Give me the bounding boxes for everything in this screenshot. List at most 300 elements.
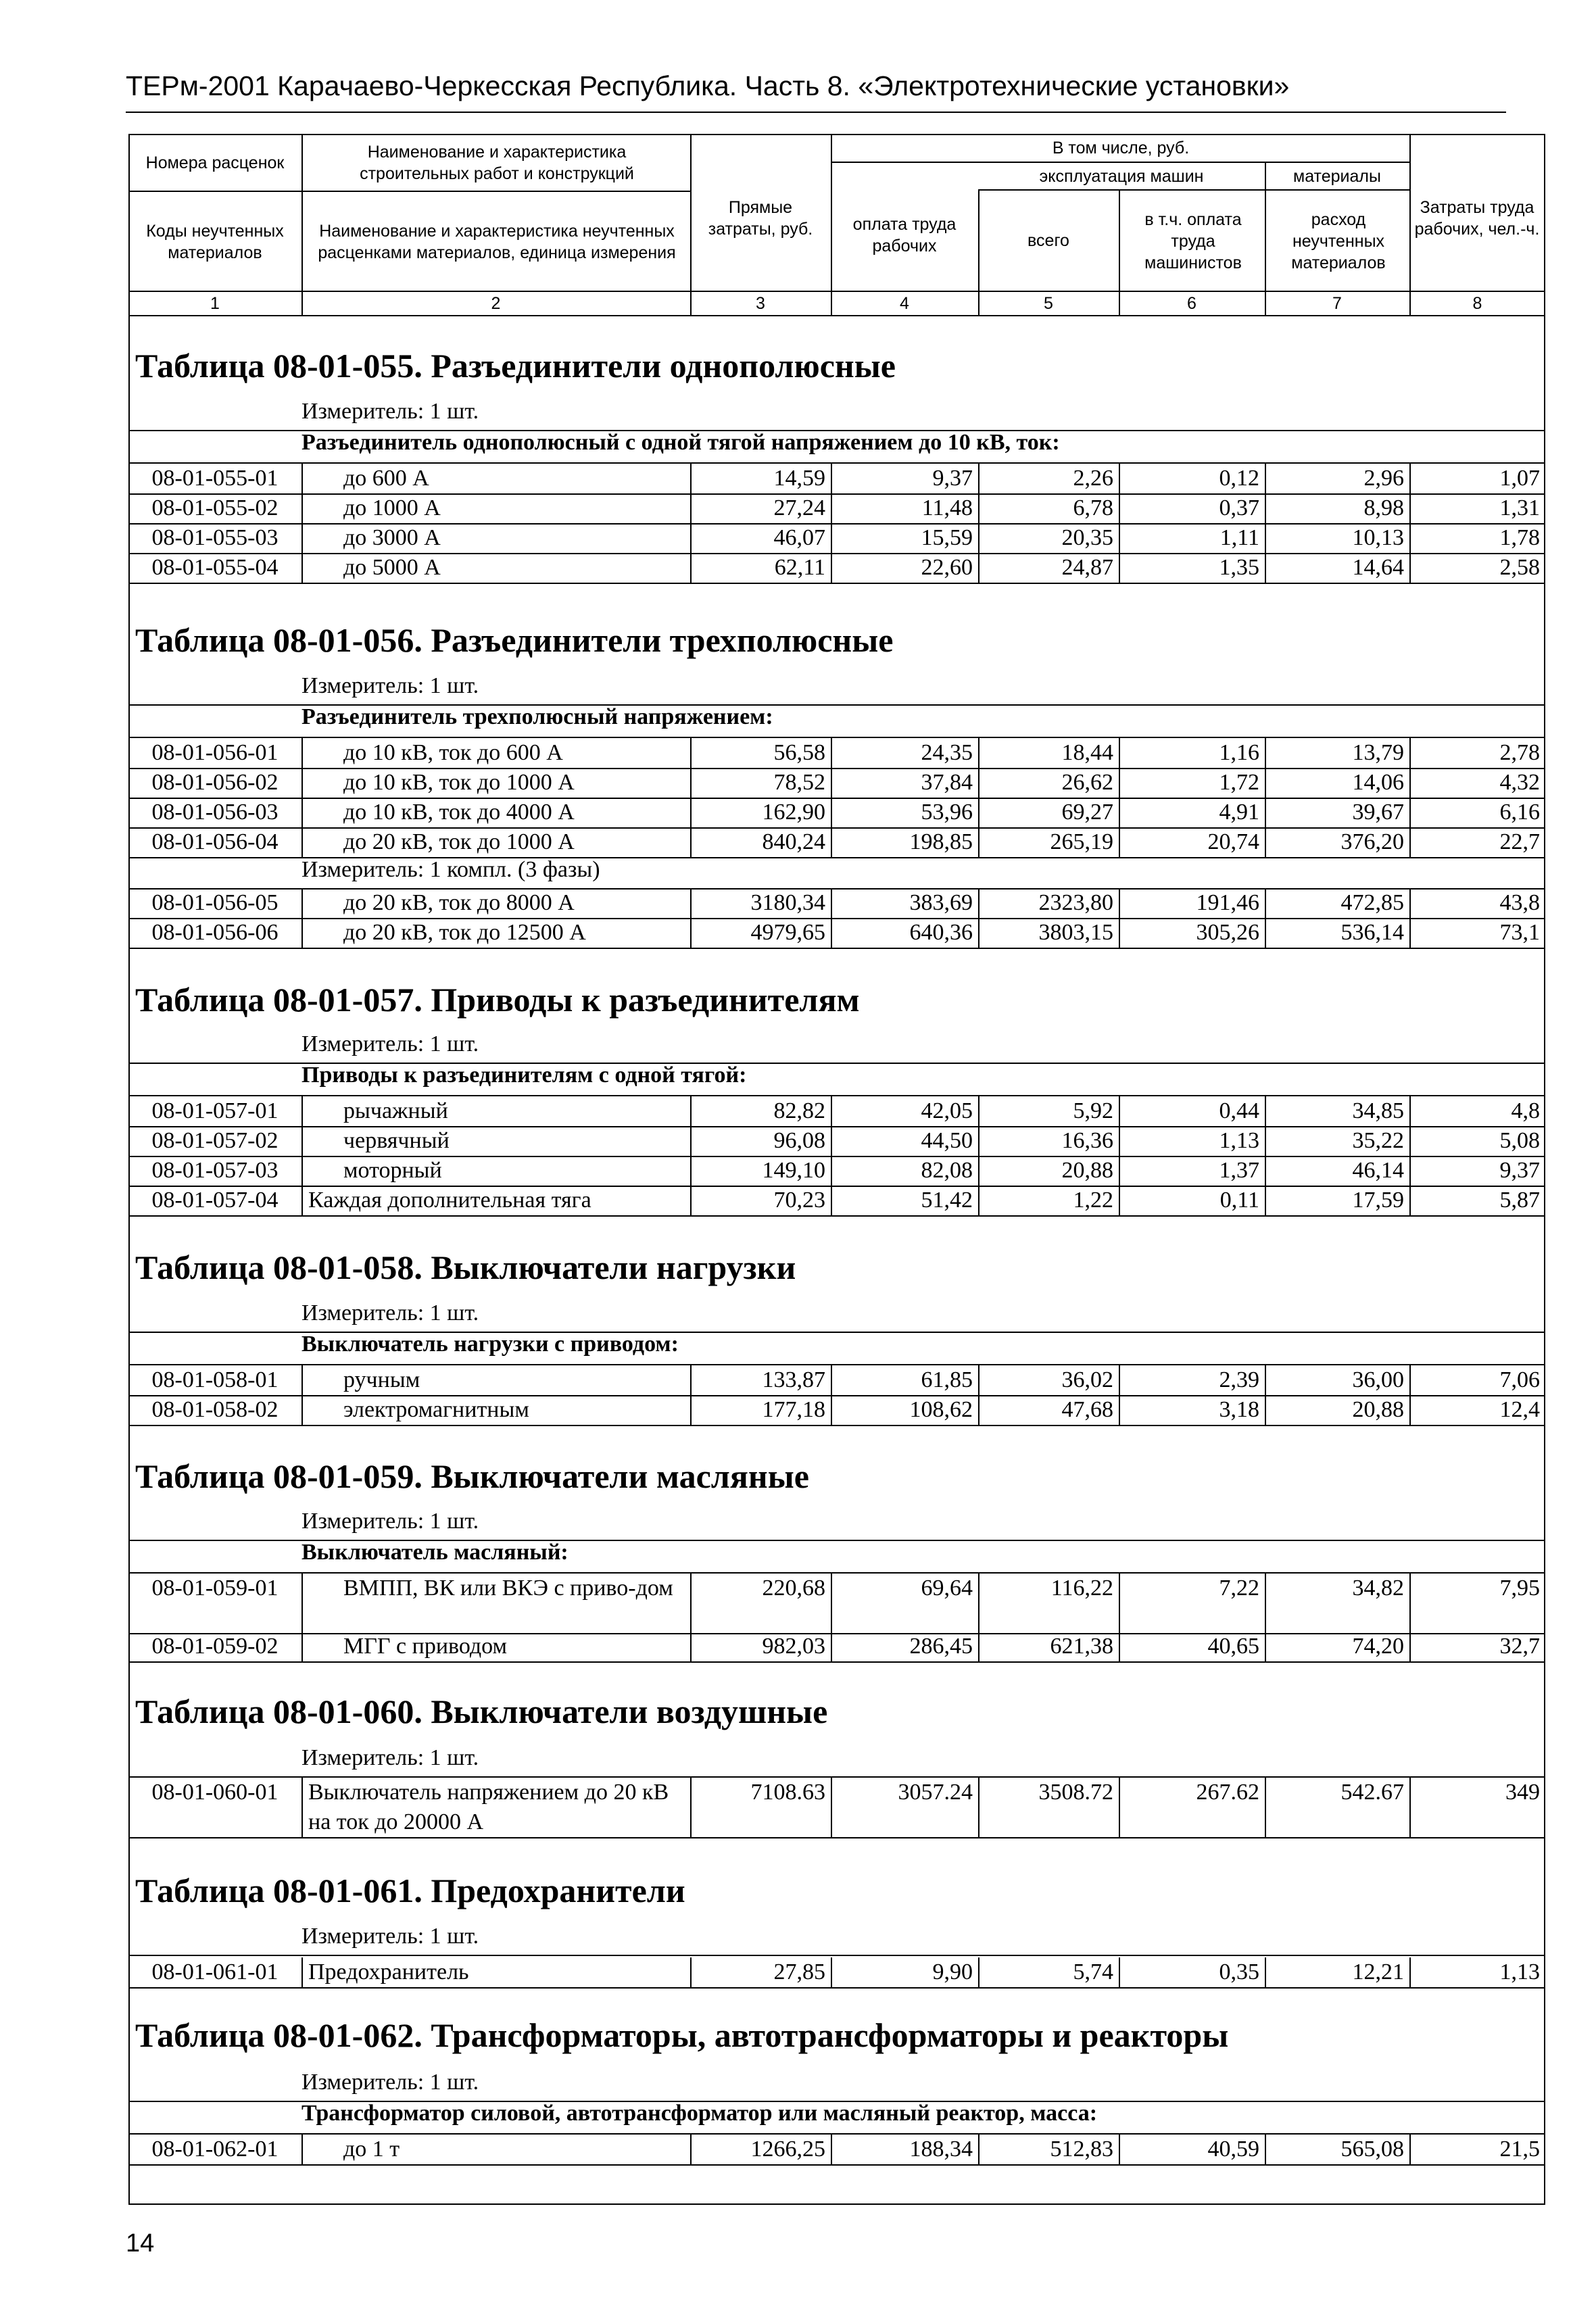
- value-cell: 2,78: [1499, 740, 1540, 765]
- column-divider: [1119, 888, 1120, 918]
- work-name: до 3000 А: [343, 525, 441, 550]
- column-divider: [690, 2135, 692, 2164]
- column-divider: [1119, 2135, 1120, 2164]
- section-title: Таблица 08-01-059. Выключатели масляные: [135, 1457, 809, 1495]
- column-divider: [1119, 1778, 1120, 1837]
- value-cell: 191,46: [1196, 890, 1259, 915]
- column-divider: [978, 1186, 980, 1215]
- value-cell: 542.67: [1340, 1780, 1404, 1805]
- table-row: [128, 553, 1545, 583]
- value-cell: 4,8: [1511, 1098, 1540, 1123]
- column-divider: [690, 1186, 692, 1215]
- value-cell: 1,72: [1219, 770, 1259, 795]
- column-divider: [1265, 553, 1266, 583]
- value-cell: 40,59: [1207, 2137, 1259, 2162]
- work-name: до 20 кВ, ток до 12500 А: [343, 920, 586, 945]
- value-cell: 70,23: [773, 1188, 825, 1213]
- column-divider: [831, 1186, 832, 1215]
- column-divider: [978, 827, 980, 857]
- rate-code: 08-01-058-02: [151, 1397, 279, 1422]
- title-divider: [126, 112, 1506, 113]
- header-col-number: 5: [1044, 294, 1053, 313]
- table-row: [128, 918, 1545, 948]
- work-name: до 1000 А: [343, 495, 441, 520]
- table-row: [128, 1778, 1545, 1837]
- table-row: [128, 1632, 1545, 1661]
- table-row: [128, 2135, 1545, 2164]
- row-divider: [128, 1425, 1545, 1426]
- column-divider: [978, 2135, 980, 2164]
- column-divider: [1265, 2135, 1266, 2164]
- row-divider: [128, 1987, 1545, 1989]
- value-cell: 5,08: [1499, 1128, 1540, 1153]
- value-cell: 0,35: [1219, 1959, 1259, 1984]
- column-divider: [301, 1778, 303, 1837]
- column-divider: [1409, 1778, 1411, 1837]
- column-divider: [690, 1395, 692, 1425]
- table-row: [128, 1365, 1545, 1395]
- work-name: червячный: [343, 1128, 450, 1153]
- work-name: до 20 кВ, ток до 8000 А: [343, 890, 575, 915]
- value-cell: 20,88: [1061, 1158, 1113, 1183]
- value-cell: 20,35: [1061, 525, 1113, 550]
- column-divider: [831, 1957, 832, 1987]
- column-divider: [831, 798, 832, 827]
- column-divider: [690, 1156, 692, 1186]
- value-cell: 2,96: [1363, 466, 1404, 491]
- value-cell: 472,85: [1340, 890, 1404, 915]
- header-work-name: Наименование и характеристика строительных работ и конструкций: [360, 143, 634, 183]
- value-cell: 34,82: [1352, 1576, 1404, 1601]
- column-divider: [301, 493, 303, 523]
- value-cell: 61,85: [921, 1367, 973, 1392]
- rate-code: 08-01-056-05: [151, 890, 279, 915]
- value-cell: 982,03: [762, 1634, 825, 1659]
- value-cell: 1,13: [1499, 1959, 1540, 1984]
- header-col-number: 7: [1332, 294, 1342, 313]
- unit-label: Измеритель: 1 шт.: [301, 399, 479, 424]
- column-divider: [690, 827, 692, 857]
- column-divider: [1409, 918, 1411, 948]
- column-divider: [978, 768, 980, 798]
- value-cell: 2,39: [1219, 1367, 1259, 1392]
- column-divider: [831, 768, 832, 798]
- column-divider: [831, 1778, 832, 1837]
- table-row: [128, 888, 1545, 918]
- value-cell: 1,22: [1073, 1188, 1113, 1213]
- value-cell: 3803,15: [1038, 920, 1113, 945]
- value-cell: 5,74: [1073, 1959, 1113, 1984]
- table-row: [128, 1126, 1545, 1156]
- value-cell: 383,69: [909, 890, 973, 915]
- value-cell: 149,10: [762, 1158, 825, 1183]
- column-divider: [1119, 738, 1120, 768]
- column-divider: [1265, 464, 1266, 493]
- value-cell: 0,11: [1219, 1188, 1259, 1213]
- table-row: [128, 768, 1545, 798]
- unit-label: Измеритель: 1 шт.: [301, 1924, 479, 1949]
- column-divider: [978, 493, 980, 523]
- value-cell: 0,44: [1219, 1098, 1259, 1123]
- value-cell: 2,26: [1073, 466, 1113, 491]
- column-divider: [1265, 1632, 1266, 1661]
- value-cell: 0,37: [1219, 495, 1259, 520]
- value-cell: 1,31: [1499, 495, 1540, 520]
- work-name: ручным: [343, 1367, 420, 1392]
- value-cell: 220,68: [762, 1576, 825, 1601]
- column-divider: [690, 1574, 692, 1633]
- page-number: 14: [126, 2229, 155, 2258]
- column-divider: [978, 1957, 980, 1987]
- value-cell: 74,20: [1352, 1634, 1404, 1659]
- value-cell: 20,88: [1352, 1397, 1404, 1422]
- table-row: [128, 738, 1545, 768]
- column-divider: [1265, 1957, 1266, 1987]
- work-name: ВМПП, ВК или ВКЭ с приво-дом: [343, 1576, 673, 1601]
- unit-label: Измеритель: 1 шт.: [301, 2070, 479, 2095]
- work-name: Выключатель напряжением до 20 кВ на ток до 20000 А: [308, 1780, 669, 1834]
- column-divider: [690, 1096, 692, 1126]
- column-divider: [301, 1632, 303, 1661]
- value-cell: 2,58: [1499, 555, 1540, 580]
- value-cell: 36,00: [1352, 1367, 1404, 1392]
- value-cell: 116,22: [1050, 1576, 1113, 1601]
- value-cell: 21,5: [1499, 2137, 1540, 2162]
- column-divider: [978, 798, 980, 827]
- column-divider: [1265, 738, 1266, 768]
- rate-code: 08-01-056-04: [151, 829, 279, 854]
- group-heading: Выключатель нагрузки с приводом:: [301, 1332, 679, 1357]
- work-name: до 20 кВ, ток до 1000 А: [343, 829, 575, 854]
- value-cell: 1,11: [1219, 525, 1259, 550]
- value-cell: 1,78: [1499, 525, 1540, 550]
- column-divider: [1119, 523, 1120, 553]
- value-cell: 53,96: [921, 800, 973, 825]
- column-divider: [978, 1126, 980, 1156]
- work-name: МГГ с приводом: [343, 1634, 508, 1659]
- column-divider: [1265, 1778, 1266, 1837]
- work-name: электромагнитным: [343, 1397, 529, 1422]
- work-name: до 600 А: [343, 466, 429, 491]
- column-divider: [1409, 1957, 1411, 1987]
- column-divider: [1265, 1186, 1266, 1215]
- column-divider: [1119, 827, 1120, 857]
- value-cell: 56,58: [773, 740, 825, 765]
- column-divider: [301, 1574, 303, 1633]
- rate-code: 08-01-055-01: [151, 466, 279, 491]
- value-cell: 6,16: [1499, 800, 1540, 825]
- column-divider: [1409, 1156, 1411, 1186]
- value-cell: 349: [1505, 1780, 1540, 1805]
- value-cell: 108,62: [909, 1397, 973, 1422]
- value-cell: 3180,34: [750, 890, 825, 915]
- column-divider: [690, 493, 692, 523]
- column-divider: [1119, 464, 1120, 493]
- unit-label: Измеритель: 1 шт.: [301, 1509, 479, 1534]
- column-divider: [1409, 1395, 1411, 1425]
- rate-code: 08-01-058-01: [151, 1367, 279, 1392]
- unit-label: Измеритель: 1 шт.: [301, 673, 479, 698]
- rate-code: 08-01-059-01: [151, 1576, 279, 1601]
- column-divider: [690, 1365, 692, 1395]
- column-divider: [831, 2135, 832, 2164]
- group-heading: Выключатель масляный:: [301, 1540, 569, 1565]
- table-row: [128, 1156, 1545, 1186]
- value-cell: 376,20: [1340, 829, 1404, 854]
- value-cell: 34,85: [1352, 1098, 1404, 1123]
- row-divider: [128, 2164, 1545, 2166]
- column-divider: [831, 888, 832, 918]
- value-cell: 7,95: [1499, 1576, 1540, 1601]
- value-cell: 267.62: [1196, 1780, 1259, 1805]
- column-divider: [1265, 827, 1266, 857]
- header-machines-total: всего: [1027, 231, 1069, 250]
- column-divider: [1119, 553, 1120, 583]
- row-divider: [128, 1955, 1545, 1956]
- header-including: В том числе, руб.: [1052, 139, 1190, 157]
- table-row: [128, 523, 1545, 553]
- row-divider: [128, 948, 1545, 949]
- work-name: рычажный: [343, 1098, 448, 1123]
- column-divider: [1265, 888, 1266, 918]
- column-divider: [1265, 1156, 1266, 1186]
- rate-code: 08-01-056-01: [151, 740, 279, 765]
- column-divider: [1409, 1126, 1411, 1156]
- value-cell: 32,7: [1499, 1634, 1540, 1659]
- rate-code: 08-01-061-01: [151, 1959, 279, 1984]
- column-divider: [1265, 1365, 1266, 1395]
- value-cell: 7108.63: [750, 1780, 825, 1805]
- column-divider: [831, 523, 832, 553]
- column-divider: [301, 738, 303, 768]
- table-row: [128, 827, 1545, 857]
- header-material-name: Наименование и характеристика неучтенных расценками материалов, единица измерения: [318, 222, 676, 262]
- column-divider: [978, 1096, 980, 1126]
- value-cell: 22,7: [1499, 829, 1540, 854]
- work-name: до 1 т: [343, 2137, 400, 2162]
- column-divider: [301, 1365, 303, 1395]
- column-divider: [831, 1395, 832, 1425]
- value-cell: 14,59: [773, 466, 825, 491]
- table-row: [128, 1957, 1545, 1987]
- column-divider: [978, 523, 980, 553]
- value-cell: 12,21: [1352, 1959, 1404, 1984]
- column-divider: [978, 553, 980, 583]
- column-divider: [690, 1957, 692, 1987]
- value-cell: 24,35: [921, 740, 973, 765]
- column-divider: [1409, 888, 1411, 918]
- header-direct-costs: Прямые затраты, руб.: [708, 198, 813, 239]
- column-divider: [1409, 738, 1411, 768]
- header-col-number: 3: [756, 294, 765, 313]
- value-cell: 11,48: [921, 495, 973, 520]
- column-divider: [1119, 1574, 1120, 1633]
- value-cell: 24,87: [1061, 555, 1113, 580]
- column-divider: [1265, 1096, 1266, 1126]
- column-divider: [1119, 1365, 1120, 1395]
- rate-code: 08-01-055-03: [151, 525, 279, 550]
- column-divider: [1119, 1096, 1120, 1126]
- value-cell: 536,14: [1340, 920, 1404, 945]
- header-col-number: 1: [210, 294, 220, 313]
- value-cell: 305,26: [1196, 920, 1259, 945]
- column-divider: [1119, 1156, 1120, 1186]
- value-cell: 46,14: [1352, 1158, 1404, 1183]
- column-divider: [831, 553, 832, 583]
- column-divider: [831, 827, 832, 857]
- column-divider: [301, 918, 303, 948]
- column-divider: [301, 1395, 303, 1425]
- column-divider: [690, 918, 692, 948]
- column-divider: [690, 798, 692, 827]
- column-divider: [690, 768, 692, 798]
- value-cell: 8,98: [1363, 495, 1404, 520]
- column-divider: [1119, 493, 1120, 523]
- header-labor-costs: Затраты труда рабочих, чел.-ч.: [1414, 198, 1540, 239]
- value-cell: 20,74: [1207, 829, 1259, 854]
- column-divider: [1265, 918, 1266, 948]
- value-cell: 0,12: [1219, 466, 1259, 491]
- column-divider: [978, 1632, 980, 1661]
- value-cell: 7,22: [1219, 1576, 1259, 1601]
- value-cell: 2323,80: [1038, 890, 1113, 915]
- work-name: моторный: [343, 1158, 442, 1183]
- unit-label: Измеритель: 1 шт.: [301, 1300, 479, 1325]
- value-cell: 1,13: [1219, 1128, 1259, 1153]
- section-title: Таблица 08-01-055. Разъединители однополюсные: [135, 347, 896, 385]
- value-cell: 177,18: [762, 1397, 825, 1422]
- column-divider: [978, 1395, 980, 1425]
- column-divider: [831, 493, 832, 523]
- column-divider: [301, 888, 303, 918]
- rate-code: 08-01-056-03: [151, 800, 279, 825]
- value-cell: 5,87: [1499, 1188, 1540, 1213]
- work-name: до 10 кВ, ток до 600 А: [343, 740, 563, 765]
- value-cell: 1,16: [1219, 740, 1259, 765]
- work-name: Предохранитель: [308, 1959, 469, 1984]
- table-row: [128, 1395, 1545, 1425]
- value-cell: 96,08: [773, 1128, 825, 1153]
- group-heading: Трансформатор силовой, автотрансформатор или масляный реактор, масса:: [301, 2101, 1098, 2126]
- value-cell: 16,36: [1061, 1128, 1113, 1153]
- column-divider: [690, 1632, 692, 1661]
- column-divider: [1265, 1395, 1266, 1425]
- header-col-number: 6: [1187, 294, 1196, 313]
- value-cell: 44,50: [921, 1128, 973, 1153]
- rate-code: 08-01-060-01: [151, 1780, 279, 1805]
- column-divider: [1409, 464, 1411, 493]
- value-cell: 69,64: [921, 1576, 973, 1601]
- column-divider: [1119, 798, 1120, 827]
- table-row: [128, 464, 1545, 493]
- value-cell: 621,38: [1050, 1634, 1113, 1659]
- column-divider: [1409, 493, 1411, 523]
- group-heading: Приводы к разъединителям с одной тягой:: [301, 1063, 747, 1088]
- work-name: до 5000 А: [343, 555, 441, 580]
- header-col-number: 4: [900, 294, 909, 313]
- column-divider: [1119, 1126, 1120, 1156]
- value-cell: 1,37: [1219, 1158, 1259, 1183]
- group-heading: Разъединитель однополюсный с одной тягой напряжением до 10 кВ, ток:: [301, 430, 1060, 455]
- value-cell: 39,67: [1352, 800, 1404, 825]
- value-cell: 9,90: [932, 1959, 973, 1984]
- value-cell: 6,78: [1073, 495, 1113, 520]
- column-divider: [1265, 523, 1266, 553]
- column-divider: [301, 1096, 303, 1126]
- column-divider: [1409, 1186, 1411, 1215]
- column-divider: [690, 1778, 692, 1837]
- column-divider: [690, 464, 692, 493]
- column-divider: [978, 888, 980, 918]
- column-divider: [301, 827, 303, 857]
- value-cell: 62,11: [774, 555, 825, 580]
- column-divider: [1265, 768, 1266, 798]
- table-row: [128, 1186, 1545, 1215]
- column-divider: [690, 888, 692, 918]
- column-divider: [1409, 798, 1411, 827]
- value-cell: 3057.24: [898, 1780, 973, 1805]
- value-cell: 82,08: [921, 1158, 973, 1183]
- value-cell: 37,84: [921, 770, 973, 795]
- column-divider: [1119, 918, 1120, 948]
- value-cell: 42,05: [921, 1098, 973, 1123]
- section-title: Таблица 08-01-061. Предохранители: [135, 1872, 685, 1909]
- value-cell: 15,59: [921, 525, 973, 550]
- value-cell: 4,32: [1499, 770, 1540, 795]
- column-divider: [1409, 1096, 1411, 1126]
- column-divider: [690, 553, 692, 583]
- column-divider: [1409, 768, 1411, 798]
- work-name: до 10 кВ, ток до 1000 А: [343, 770, 575, 795]
- value-cell: 40,65: [1207, 1634, 1259, 1659]
- column-divider: [1119, 1186, 1120, 1215]
- value-cell: 27,24: [773, 495, 825, 520]
- column-divider: [1265, 1126, 1266, 1156]
- column-divider: [831, 738, 832, 768]
- value-cell: 17,59: [1352, 1188, 1404, 1213]
- header-operator-pay: в т.ч. оплата труда машинистов: [1144, 210, 1242, 272]
- value-cell: 640,36: [909, 920, 973, 945]
- value-cell: 4979,65: [750, 920, 825, 945]
- value-cell: 22,60: [921, 555, 973, 580]
- column-divider: [831, 1574, 832, 1633]
- value-cell: 43,8: [1499, 890, 1540, 915]
- rate-code: 08-01-056-06: [151, 920, 279, 945]
- column-divider: [301, 1126, 303, 1156]
- table-row: [128, 1574, 1545, 1633]
- rate-code: 08-01-059-02: [151, 1634, 279, 1659]
- column-divider: [690, 1126, 692, 1156]
- value-cell: 1,07: [1499, 466, 1540, 491]
- header-worker-pay: оплата труда рабочих: [852, 215, 957, 255]
- column-divider: [978, 1778, 980, 1837]
- column-divider: [1265, 1574, 1266, 1633]
- value-cell: 1,35: [1219, 555, 1259, 580]
- value-cell: 162,90: [762, 800, 825, 825]
- section-title: Таблица 08-01-058. Выключатели нагрузки: [135, 1248, 796, 1286]
- column-divider: [1265, 798, 1266, 827]
- column-divider: [301, 798, 303, 827]
- header-unaccounted-materials: расход неучтенных материалов: [1291, 210, 1386, 272]
- column-divider: [831, 1096, 832, 1126]
- value-cell: 9,37: [932, 466, 973, 491]
- value-cell: 13,79: [1352, 740, 1404, 765]
- column-divider: [1119, 1957, 1120, 1987]
- work-name: Каждая дополнительная тяга: [308, 1188, 591, 1213]
- value-cell: 26,62: [1061, 770, 1113, 795]
- value-cell: 10,13: [1352, 525, 1404, 550]
- value-cell: 47,68: [1061, 1397, 1113, 1422]
